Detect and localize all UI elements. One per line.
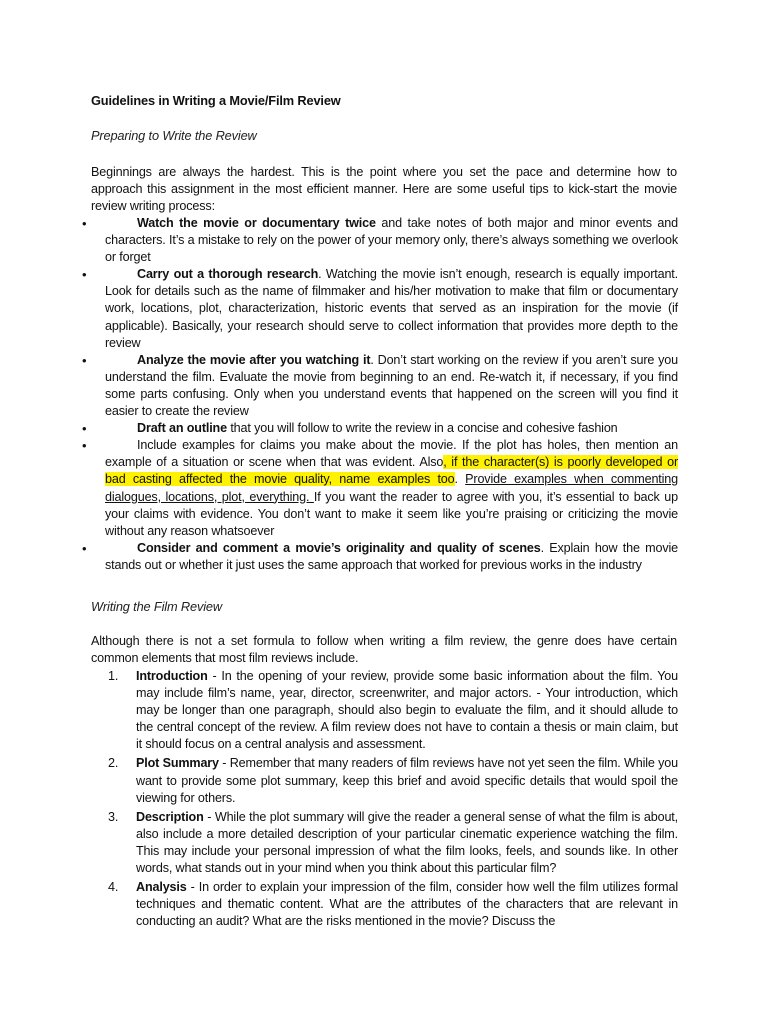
bullet-icon: • (82, 540, 87, 556)
tip-item (80, 215, 678, 266)
bullet-icon: • (82, 267, 87, 283)
tip-item (80, 540, 678, 574)
bullet-icon: • (82, 421, 87, 437)
element-term: Analysis (136, 880, 187, 895)
tip-text: . Don’t start working on the review if you aren’t sure you understand the film. Evaluate the movie from beginning to an end. Re-watch it, if necessary, if you find some parts confusing. Only when you understand events that happened on the screen will you find it easier to create the review (105, 352, 678, 419)
document-title: Guidelines in Writing a Movie/Film Review (91, 93, 341, 108)
underlined-text: Provide examples when commenting dialogues, locations, plot, everything. (105, 472, 678, 504)
tip-item (80, 420, 678, 437)
element-text: - In order to explain your impression of the film, consider how well the film utilizes formal techniques and thematic content. What are the attributes of the characters that are relevant in conducting an audit? What are the risks mentioned in the movie? Discuss the (136, 880, 678, 929)
element-item (108, 755, 678, 806)
tip-text: . Watching the movie isn’t enough, research is equally important. Look for details such as the name of filmmaker and his/her motivation to make that film or documentary work, locations, plot, characterization, historic events that served as an inspiration for the movie (if applicable). Basically, your research should serve to collect information that provides more depth to the review (105, 267, 678, 350)
section-heading-writing: Writing the Film Review (91, 599, 222, 614)
element-term: Description (136, 809, 204, 824)
element-text: - While the plot summary will give the reader a general sense of what the film is about, also include a more detailed description of your particular cinematic experience watching the film. This may include your personal impression of what the film looks, feels, and sounds like. In other words, what stands out in your mind when you think about this particular film? (136, 809, 678, 876)
intro-paragraph: Beginnings are always the hardest. This is the point where you set the pace and determine how to approach this assignment in the most efficient manner. Here are some useful tips to kick-start the movie review writing process: (91, 165, 677, 214)
tip-text: If you want the reader to agree with you, it’s essential to back up your claims with evidence. You don’t want to make it seem like you’re praising or criticizing the movie without any reason whatsoever (105, 489, 678, 538)
tip-text: . Explain how the movie stands out or whether it just uses the same approach that worked for previous works in the industry (105, 540, 678, 572)
element-term: Introduction (136, 669, 208, 683)
tip-text: and take notes of both major and minor events and characters. It’s a mistake to rely on the power of your memory only, there’s always something we overlook or forget (105, 216, 678, 265)
tip-item (80, 437, 678, 540)
section2-intro-paragraph: Although there is not a set formula to follow when writing a film review, the genre does have certain common elements that most film reviews include. (91, 634, 677, 666)
tip-lead: Analyze the movie after you watching it (137, 352, 371, 367)
tip-lead: Draft an outline (137, 421, 227, 436)
tip-text: Include examples for claims you make about the movie. If the plot has holes, then mention an example of a situation or scene when that was evident. Also (105, 438, 678, 470)
item-number: 3. (108, 809, 119, 824)
element-text: - In the opening of your review, provide some basic information about the film. You may include film’s name, year, director, screenwriter, and major actors. - Your introduction, which may be longer than one paragraph, should also begin to evaluate the film, and it should allude to the central concept of the review. A film review does not have to contain a thesis or main claim, but it should focus on a central analysis and assessment. (136, 669, 678, 752)
tip-item (80, 352, 678, 420)
tip-lead: Consider and comment a movie’s originality and quality of scenes (137, 540, 541, 555)
bullet-icon: • (82, 352, 87, 368)
tip-lead: Carry out a thorough research (137, 267, 319, 282)
item-number: 4. (108, 880, 119, 895)
element-item (108, 809, 678, 877)
tip-item (80, 266, 678, 351)
item-number: 1. (108, 669, 119, 683)
section-heading-preparing: Preparing to Write the Review (91, 128, 257, 143)
tip-text: . (454, 472, 466, 487)
tips-list (80, 215, 678, 574)
element-term: Plot Summary (136, 756, 219, 771)
bullet-icon: • (82, 216, 87, 231)
bullet-icon: • (82, 438, 87, 454)
element-item (108, 668, 678, 753)
element-item (108, 879, 678, 930)
highlighted-text: , if the character(s) is poorly developed or bad casting affected the movie quality, name examples too (105, 455, 678, 487)
tip-lead: Watch the movie or documentary twice (137, 216, 376, 230)
elements-list (108, 668, 678, 932)
item-number: 2. (108, 756, 119, 771)
element-text: - Remember that many readers of film reviews have not yet seen the film. While you want to provide some plot summary, keep this brief and avoid specific details that would spoil the viewing for others. (136, 756, 678, 805)
tip-text: that you will follow to write the review in a concise and cohesive fashion (226, 421, 618, 436)
